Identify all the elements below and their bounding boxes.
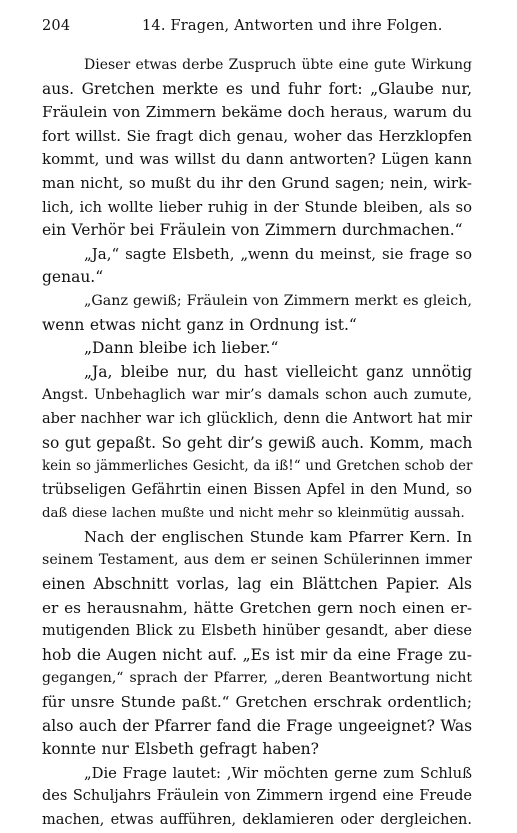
text-line: trübseligen Gefährtin einen Bissen Apfel in den Mund, so bbox=[42, 481, 472, 498]
body-text bbox=[42, 54, 472, 833]
text-line: „Die Frage lautet: ‚Wir möchten gerne zum Schluß bbox=[84, 764, 472, 782]
text-line: hob die Augen nicht auf. „Es ist mir da eine Frage zu- bbox=[42, 645, 472, 664]
running-title: 14. Fragen, Antworten und ihre Folgen. bbox=[142, 18, 443, 34]
text-line: „Ja, bleibe nur, du hast vielleicht ganz unnötig bbox=[84, 362, 472, 381]
text-line: ein Verhör bei Fräulein von Zimmern durchmachen.“ bbox=[42, 221, 463, 240]
text-line: machen, etwas aufführen, deklamieren oder dergleichen. bbox=[42, 812, 472, 828]
text-line: einen Abschnitt vorlas, lag ein Blättchen Papier. Als bbox=[42, 575, 472, 594]
text-line: also auch der Pfarrer fand die Frage ungeeignet? Was bbox=[42, 716, 473, 735]
text-line: „Dann bleibe ich lieber.“ bbox=[84, 339, 279, 358]
text-line: seinem Testament, aus dem er seinen Schülerinnen immer bbox=[42, 552, 472, 569]
text-line: „Ganz gewiß; Fräulein von Zimmern merkt es gleich, bbox=[84, 292, 472, 309]
text-line: daß diese lachen mußte und nicht mehr so kleinmütig aussah. bbox=[42, 506, 465, 522]
text-line: kein so jämmerliches Gesicht, da iß!“ und Gretchen schob der bbox=[42, 458, 473, 475]
text-line: des Schuljahrs Fräulein von Zimmern irgend eine Freude bbox=[42, 788, 472, 805]
page-number: 204 bbox=[42, 18, 71, 34]
text-line: so gut gepaßt. So geht dir’s gewiß auch. Komm, mach bbox=[42, 433, 473, 452]
text-line: lich, ich wollte lieber ruhig in der Stunde bleiben, als so bbox=[42, 198, 472, 216]
text-line: mutigenden Blick zu Elsbeth hinüber gesandt, aber diese bbox=[42, 623, 472, 640]
text-line: Dieser etwas derbe Zuspruch übte eine gute Wirkung bbox=[84, 57, 472, 73]
text-line: „Ja,“ sagte Elsbeth, „wenn du meinst, sie frage so bbox=[84, 244, 472, 263]
text-line: Nach der englischen Stunde kam Pfarrer Kern. In bbox=[84, 527, 472, 546]
text-line: aber nachher war ich glücklich, denn die Antwort hat mir bbox=[42, 410, 472, 427]
text-line: man nicht, so mußt du ihr den Grund sagen; nein, wirk- bbox=[42, 173, 472, 192]
text-line: Angst. Unbehaglich war mir’s damals schon auch zumute, bbox=[42, 387, 472, 404]
text-line: konnte nur Elsbeth gefragt haben? bbox=[42, 740, 319, 759]
text-line: genau.“ bbox=[42, 268, 104, 287]
text-line: kommt, und was willst du dann antworten? Lügen kann bbox=[42, 150, 472, 169]
text-line: er es herausnahm, hätte Gretchen gern noch einen er- bbox=[42, 598, 472, 617]
text-line: für unsre Stunde paßt.“ Gretchen erschrak ordentlich; bbox=[42, 693, 472, 712]
text-line: gegangen,“ sprach der Pfarrer, „deren Beantwortung nicht bbox=[42, 670, 472, 687]
text-line: wenn etwas nicht ganz in Ordnung ist.“ bbox=[42, 315, 357, 334]
text-line: aus. Gretchen merkte es und fuhr fort: „Glaube nur, bbox=[42, 79, 472, 98]
page-header bbox=[42, 18, 472, 40]
text-line: Fräulein von Zimmern bekäme doch heraus, warum du bbox=[42, 103, 472, 122]
text-line: fort willst. Sie fragt dich genau, woher das Herzklopfen bbox=[42, 126, 472, 145]
